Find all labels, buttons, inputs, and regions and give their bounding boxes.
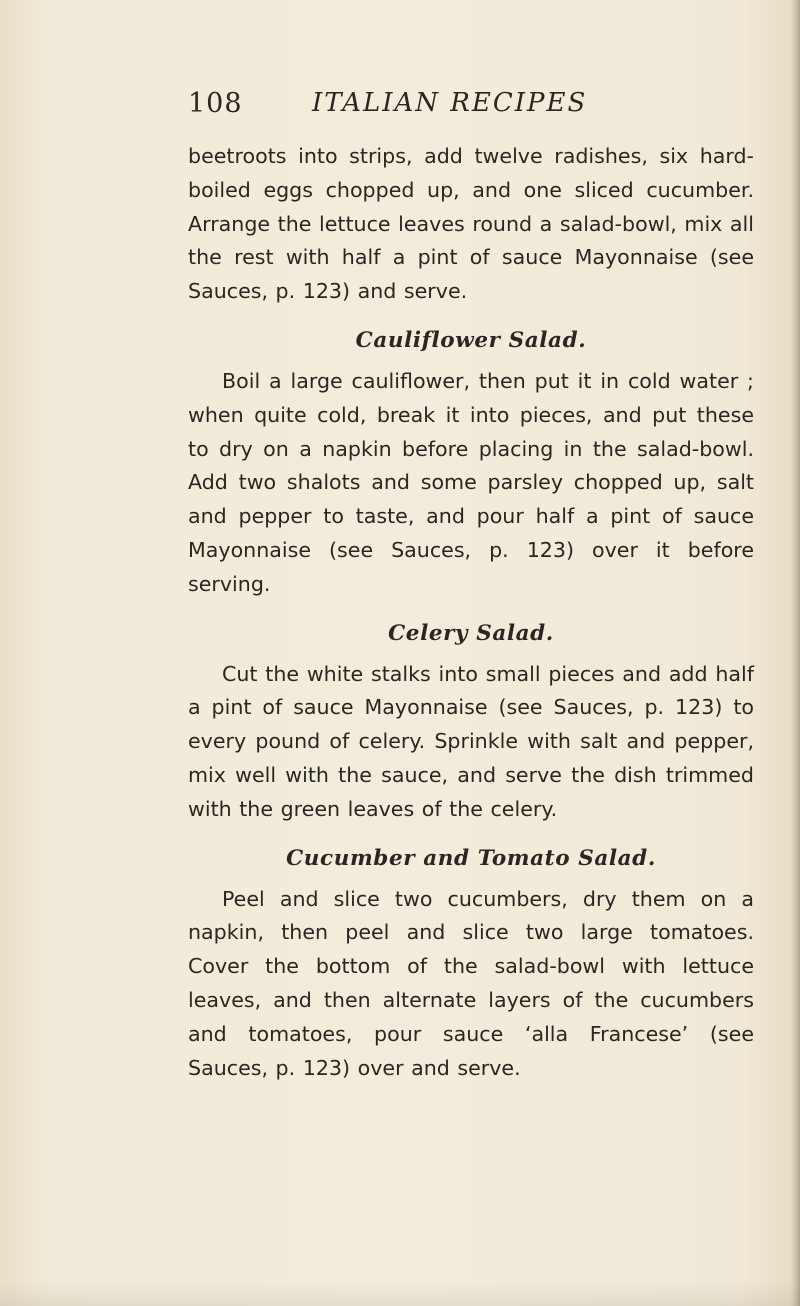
recipe-text: Peel and slice two cucumbers, dry them on a napkin, then peel and slice two large tomatoes. Cover the bottom of the salad-bowl with lettuce leaves, and then alternate layers of the cucumbers and tomatoes, pour sauce ‘alla Francese’ (see Sauces, p. 123) over and serve. — [188, 886, 754, 1080]
recipe-celery-salad — [188, 618, 754, 827]
page-edge-shadow — [790, 0, 800, 1306]
recipe-heading: Cucumber and Tomato Salad. — [286, 845, 656, 871]
recipe-heading: Cauliflower Salad. — [355, 327, 587, 353]
recipe-heading: Celery Salad. — [388, 620, 554, 646]
page-header — [188, 88, 748, 128]
running-head: ITALIAN RECIPES — [312, 88, 588, 118]
bottom-shadow — [0, 1280, 800, 1306]
intro-paragraph: beetroots into strips, add twelve radishes, six hard-boiled eggs chopped up, and one sliced cucumber. Arrange the lettuce leaves round a salad-bowl, mix all the rest with half a pint of sauce Mayonnaise (see Sauces, p. 123) and serve. — [188, 144, 754, 304]
page-body — [188, 140, 754, 1085]
recipe-cucumber-tomato-salad — [188, 843, 754, 1086]
page-number: 108 — [188, 88, 243, 119]
recipe-cauliflower-salad — [188, 325, 754, 602]
recipe-text: Boil a large cauliflower, then put it in cold water ; when quite cold, break it into pieces, and put these to dry on a napkin before placing in the salad-bowl. Add two shalots and some parsley chopped up, salt and pepper to taste, and pour half a pint of sauce Mayonnaise (see Sauces, p. 123) over it before serving. — [188, 368, 754, 596]
recipe-text: Cut the white stalks into small pieces and add half a pint of sauce Mayonnaise (see Sauces, p. 123) to every pound of celery. Sprinkle with salt and pepper, mix well with the sauce, and serve the dish trimmed with the green leaves of the celery. — [188, 661, 754, 821]
